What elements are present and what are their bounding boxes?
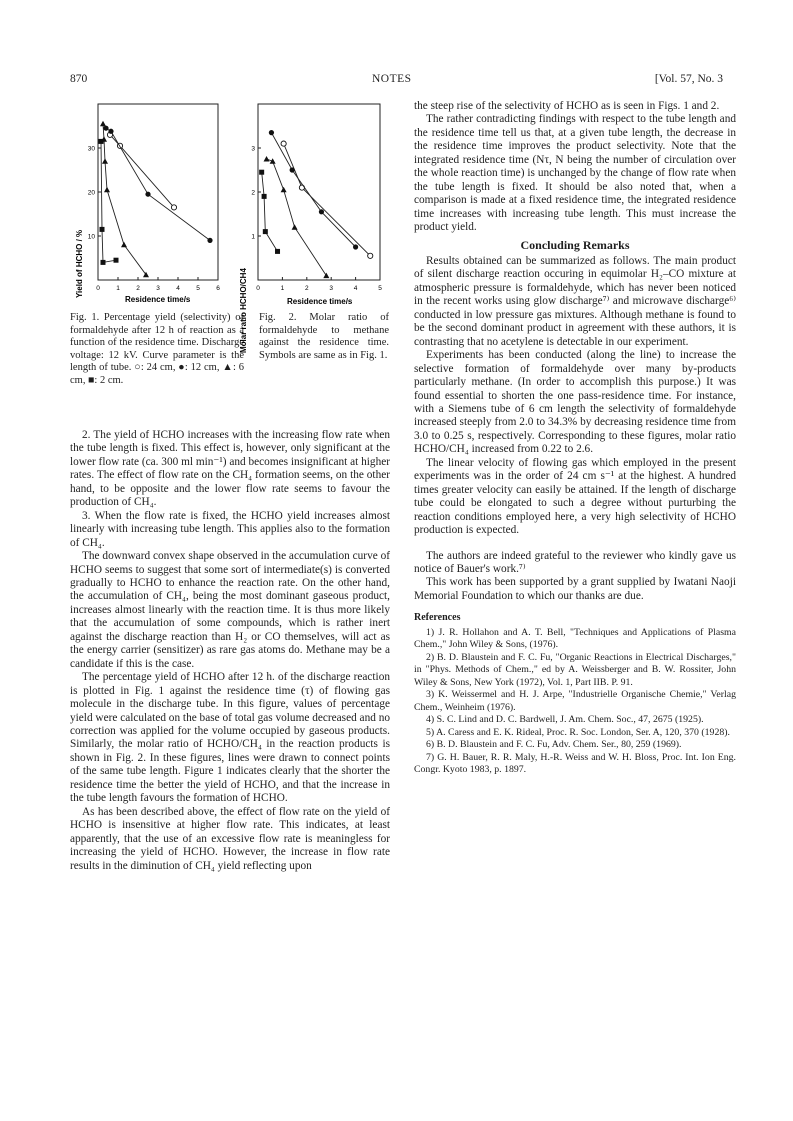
reference-item: 6) B. D. Blaustein and F. C. Fu, Adv. Chem. Ser., 80, 259 (1969). [426, 739, 682, 751]
fig2-ytick-label: 1 [251, 233, 255, 241]
fig1-series-line [103, 124, 146, 275]
journal-volume: [Vol. 57, No. 3 [654, 73, 723, 85]
fig1-point-filled-triangle [100, 121, 106, 127]
section-heading: Concluding Remarks [520, 237, 630, 252]
fig2-point-filled-triangle [292, 224, 298, 230]
paragraph: The downward convex shape observed in the accumulation curve of HCHO seems to suggest that some sort of intermediate(s) is converted gradually to HCHO to enhance the reaction rate. On the other hand, the accumulation of CH₄, being the most dominant gaseous product, increases almost linearly with the reaction time. It is thus more likely that the accumulation of some compounds, which is rather inert against the discharge reaction than H₂ or CO themselves, will act as the energy carrier (sensitizer) as rare gas atoms do. Methane may be a candidate if this is the case. [70, 550, 390, 670]
page-number: 870 [70, 73, 88, 85]
fig1-series-line [101, 141, 116, 262]
paragraph: Results obtained can be summarized as follows. The main product of silent discharge reaction occuring in equimolar H₂–CO mixture at atmospheric pressure is formaldehyde, which has never been noticed in the recent works using glow discharge⁷⁾ and microwave discharge⁶⁾ conducted in low pressure gas mixtures. Although methane is found to be the second dominant product in agreement with these authors, it is contrasting that no acetylene is detectable in our experiment. [414, 254, 736, 348]
acknowledgment: This work has been supported by a grant supplied by Iwatani Naoji Memorial Foundation to which our thanks are due. [414, 576, 736, 602]
fig2-series-line [284, 144, 371, 256]
paragraph: The linear velocity of flowing gas which employed in the present experiments was in the order of 24 cm s⁻¹ at the highest. A hundred times greater velocity can easily be attained. If the length of discharge tube could be elongated to such a degree without purturbing the reaction conditions employed here, a very high selectivity of HCHO production is expected. [414, 456, 736, 537]
fig2-point-filled-square [263, 229, 268, 234]
fig1-point-filled-triangle [104, 187, 110, 193]
fig2-point-filled-circle [353, 244, 358, 249]
paragraph: The percentage yield of HCHO after 12 h. of the discharge reaction is plotted in Fig. 1 against the residence time (τ) of flowing gas molecule in the discharge tube. In this figure, values of percentage yield were calculated on the base of total gas volume decreased and no correction was applied for the volume occupied by gaseous products. Similarly, the molar ratio of HCHO/CH₄ in the reaction products is shown in Fig. 2. In these figures, lines were drawn to connect points of the same tube length. Figure 1 indicates clearly that the shorter the residence time the better the yield of HCHO, and that the increase in the tube length favours the formation of HCHO. [70, 671, 390, 805]
fig2-point-filled-circle [269, 130, 274, 135]
reference-item: 7) G. H. Bauer, R. R. Maly, H.-R. Weiss and W. H. Bloss, Proc. Int. Ion Eng. Congr. Kyoto 1983, p. 1897. [414, 751, 736, 776]
fig2-point-filled-square [259, 170, 264, 175]
fig2-xtick-label: 1 [280, 285, 285, 292]
fig1-xtick-label: 4 [176, 285, 180, 292]
fig1-xtick-label: 1 [116, 285, 120, 292]
paragraph: 3. When the flow rate is fixed, the HCHO yield increases almost linearly with increasing tube length. This applies also to the formation of CH₄. [70, 509, 390, 549]
fig2-point-filled-square [262, 194, 267, 199]
fig1-point-filled-square [99, 139, 104, 144]
reference-item: 5) A. Caress and E. K. Rideal, Proc. R. Soc. London, Ser. A, 120, 370 (1928). [426, 726, 730, 738]
paragraph: the steep rise of the selectivity of HCHO as is seen in Figs. 1 and 2. [414, 100, 720, 112]
running-head: NOTES [372, 73, 412, 85]
fig1-point-filled-circle [207, 238, 212, 243]
fig2-point-filled-triangle [323, 273, 329, 279]
fig1-plot-frame [98, 104, 218, 280]
reference-item: 2) B. D. Blaustein and F. C. Fu, "Organic Reactions in Electrical Discharges," in "Phys. Methods of Chem.," ed by A. Weissberger and B. W. Rossiter, John Wiley & Sons, New York (1972), Vol. 1, Part IIB. P. 91. [414, 651, 736, 688]
fig1-point-filled-triangle [102, 158, 108, 164]
fig1-xtick-label: 2 [136, 285, 140, 292]
figure-1-chart [60, 98, 232, 308]
fig1-ylabel: Yield of HCHO / % [75, 229, 84, 298]
reference-item: 4) S. C. Lind and D. C. Bardwell, J. Am. Chem. Soc., 47, 2675 (1925). [426, 714, 704, 726]
paragraph: Experiments has been conducted (along the line) to increase the selective formation of formaldehyde over many by-products particularly methane. (In order to accomplish this purpose.) It was found essential to shorten the one pass-residence time. For instance, with a Siemens tube of 6 cm length the selectivity of formaldehyde increased steeply from 2.0 to 34.3% by decreasing residence time from 3.0 to 0.25 s, respectively. Corresponding to these figures, molar ratio HCHO/CH₄ increased from 0.22 to 2.6. [414, 349, 736, 456]
fig1-point-filled-square [101, 260, 106, 265]
fig2-ytick-label: 2 [251, 189, 255, 197]
references-heading: References [414, 612, 461, 624]
fig2-point-open-circle [368, 253, 373, 258]
acknowledgment: The authors are indeed grateful to the reviewer who kindly gave us notice of Bauer's work.⁷⁾ [414, 549, 736, 575]
reference-item: 1) J. R. Hollahon and A. T. Bell, "Techniques and Applications of Plasma Chem.," John Wiley & Sons, (1976). [414, 626, 736, 651]
fig2-point-filled-triangle [281, 187, 287, 193]
fig1-point-filled-circle [145, 192, 150, 197]
fig1-xtick-label: 6 [216, 285, 220, 292]
fig2-ylabel: Molar ratio HCHO/CH4 [239, 268, 248, 353]
fig2-xtick-label: 3 [329, 285, 334, 292]
fig1-point-filled-square [114, 258, 119, 263]
fig1-xlabel: Residence time/s [125, 295, 191, 304]
fig1-xtick-label: 0 [96, 285, 100, 292]
paragraph: 2. The yield of HCHO increases with the increasing flow rate when the tube length is fixed. This effect is, however, only significant at the lower flow rate (ca. 300 ml min⁻¹) and becomes insignificant at higher rates. The effect of flow rate on the CH₄ formation seems, on the other hand, to be opposite and the lower flow rate seems to favour the production of CH₄. [70, 429, 390, 509]
fig1-ytick-label: 30 [87, 145, 95, 153]
reference-item: 3) K. Weissermel and H. J. Arpe, "Industrielle Organische Chemie," Verlag Chem., Weinheim (1976). [414, 689, 736, 713]
fig1-ytick-label: 10 [87, 233, 95, 241]
fig1-point-filled-square [100, 227, 105, 232]
fig2-point-filled-triangle [264, 156, 270, 162]
fig2-xtick-label: 4 [353, 285, 358, 292]
fig2-xlabel: Residence time/s [287, 297, 353, 306]
fig2-xtick-label: 5 [378, 285, 382, 292]
fig2-xtick-label: 0 [256, 285, 260, 292]
fig1-xtick-label: 5 [196, 285, 200, 292]
figure-1-caption: Fig. 1. Percentage yield (selectivity) of formaldehyde after 12 h of reaction as a function of the residence time. Discharge voltage: 12 kV. Curve parameter is the length of tube. ○: 24 cm, ●: 12 cm, ▲: 6 cm, ■: 2 cm. [70, 312, 244, 386]
fig2-point-filled-circle [319, 209, 324, 214]
fig2-series-line [262, 172, 278, 251]
fig2-point-filled-triangle [270, 158, 276, 164]
fig1-point-filled-circle [103, 126, 108, 131]
paragraph: The rather contradicting findings with respect to the tube length and the residence time tell us that, at a given tube length, the decrease in the residence time improves the product selectivity. Note that the integrated residence time (Nτ, N being the number of circulation over the whole reaction time) is unchanged by the change of flow rate when the tube length is fixed. It should be also noted that, when a comparison is made at a fixed residence time, the integrated residence time increases with increasing tube length. This must increase the product yield. [414, 113, 736, 234]
fig2-point-filled-square [275, 249, 280, 254]
figure-2-caption: Fig. 2. Molar ratio of formaldehyde to methane against the residence time. Symbols are same as in Fig. 1. [259, 312, 389, 361]
paragraph: As has been described above, the effect of flow rate on the yield of HCHO is insensitive at higher flow rate. This indicates, at least apparently, that the use of an excessive flow rate is meaningless for increasing the yield of HCHO. However, the increase in flow rate results in the diminution of CH₄ yield reflecting upon [70, 805, 390, 872]
fig1-point-open-circle [171, 205, 176, 210]
fig2-xtick-label: 2 [304, 285, 309, 292]
fig2-point-filled-circle [290, 167, 295, 172]
fig1-xtick-label: 3 [156, 285, 160, 292]
fig1-point-filled-circle [108, 129, 113, 134]
fig1-ytick-label: 20 [87, 189, 95, 197]
right-column [414, 100, 736, 777]
fig2-ytick-label: 3 [251, 145, 255, 153]
fig2-point-open-circle [281, 141, 286, 146]
left-column [70, 429, 390, 873]
fig1-point-filled-triangle [121, 242, 127, 248]
